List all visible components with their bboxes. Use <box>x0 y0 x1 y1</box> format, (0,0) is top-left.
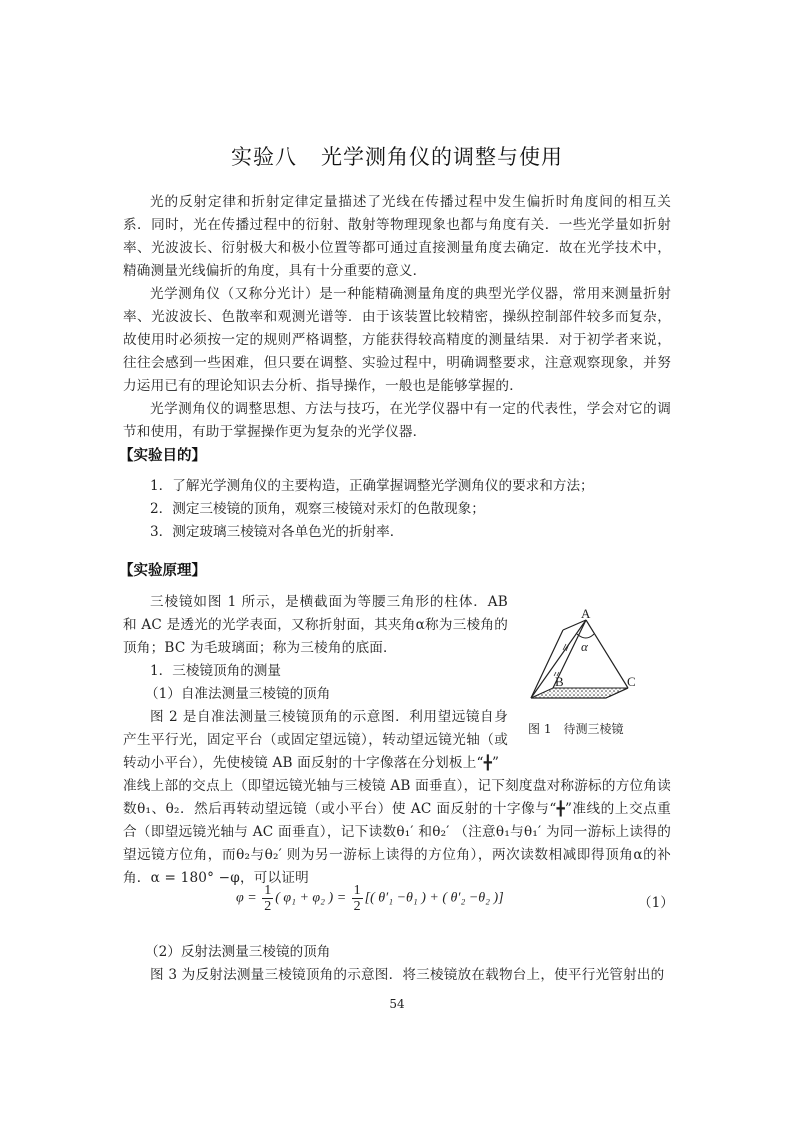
equation-mid: ( φ₁ + φ₂ ) = <box>275 890 347 906</box>
principle-paragraph-1: 三棱镜如图 1 所示，是横截面为等腰三角形的柱体．AB 和 AC 是透光的光学表面，又称折射面，其夹角α称为三棱角的顶角；BC 为毛玻璃面；称为三棱角的底面． <box>123 594 508 656</box>
principle-paragraph-3: 图 3 为反射法测量三棱镜顶角的示意图．将三棱镜放在载物台上，使平行光管射出的 <box>150 967 665 983</box>
page-title <box>123 141 671 171</box>
subheading-autocollimation: （1）自准法测量三棱镜的顶角 <box>145 686 331 702</box>
title-part-2: 光学测角仪的调整与使用 <box>321 145 563 169</box>
equation-rhs: [( θ′₁ −θ₁ ) + ( θ′₂ −θ₂ )] <box>364 890 504 906</box>
equation-1 <box>236 883 504 914</box>
principle-paragraph-2b: 准线上部的交点上（即望远镜光轴与三棱镜 AB 面垂直），记下刻度盘对称游标的方位角读数θ₁、θ₂．然后再转动望远镜（或小平台）使 AC 面反射的十字像与“╋”准线的上交点重合（即望远镜光轴与 AC 面垂直），记下读数θ₁′ 和θ₂′ （注意θ₁与θ₁′ 为同一游标上读得的望远镜方位角，而θ₂与θ₂′ 则为另一游标上读得的方位角），两次读数相减即得顶角α的补角．α = 180° −φ，可以证明 <box>123 778 671 886</box>
vertex-label-b: B <box>555 674 564 689</box>
vertex-label-c: C <box>627 674 636 689</box>
purpose-item-1: 1．了解光学测角仪的主要构造，正确掌握调整光学测角仪的要求和方法； <box>150 478 594 494</box>
figure-1-caption: 图 1 待测三棱镜 <box>528 722 624 736</box>
purpose-item-2: 2．测定三棱镜的顶角，观察三棱镜对汞灯的色散现象； <box>150 501 485 517</box>
fraction-half: $\frac{1}{2}$ <box>264 883 272 914</box>
page-number: 54 <box>389 997 405 1011</box>
angle-label-alpha: α <box>581 639 588 654</box>
principle-paragraph-2a: 图 2 是自准法测量三棱镜顶角的示意图．利用望远镜自身产生平行光，固定平台（或固定望远镜），转动望远镜光轴（或转动小平台），先使棱镜 AB 面反射的十字像落在分划板上“╋” <box>123 709 508 771</box>
equation-number: （1） <box>638 895 674 911</box>
title-part-1: 实验八 <box>231 145 297 169</box>
purpose-item-3: 3．测定玻璃三棱镜对各单色光的折射率． <box>150 524 404 540</box>
intro-paragraph-3: 光学测角仪的调整思想、方法与技巧，在光学仪器中有一定的代表性，学会对它的调节和使用，有助于掌握操作更为复杂的光学仪器． <box>123 401 671 440</box>
fraction-half-2: $\frac{1}{2}$ <box>353 883 361 914</box>
subheading-reflection-method: （2）反射法测量三棱镜的顶角 <box>145 944 331 960</box>
section-heading-purpose: 【实验目的】 <box>119 448 206 464</box>
vertex-label-a: A <box>581 606 591 621</box>
intro-paragraph-2: 光学测角仪（又称分光计）是一种能精确测量角度的典型光学仪器，常用来测量折射率、光波波长、色散率和观测光谱等．由于该装置比较精密，操纵控制部件较多而复杂，故使用时必须按一定的规则严格调整，方能获得较高精度的测量结果．对于初学者来说，往往会感到一些困难，但只要在调整、实验过程中，明确调整要求，注意观察现象，并努力运用已有的理论知识去分析、指导操作，一般也是能够掌握的． <box>123 286 671 394</box>
section-heading-principle: 【实验原理】 <box>119 563 206 579</box>
equation-lhs: φ = <box>236 890 257 906</box>
intro-paragraph-1: 光的反射定律和折射定律定量描述了光线在传播过程中发生偏折时角度间的相互关系．同时，光在传播过程中的衍射、散射等物理现象也都与角度有关．一些光学量如折射率、光波波长、衍射极大和极小位置等都可通过直接测量角度去确定．故在光学技术中，精确测量光线偏折的角度，具有十分重要的意义． <box>123 194 671 279</box>
subheading-apex-measure: 1．三棱镜顶角的测量 <box>150 663 281 679</box>
prism-diagram <box>521 606 671 716</box>
